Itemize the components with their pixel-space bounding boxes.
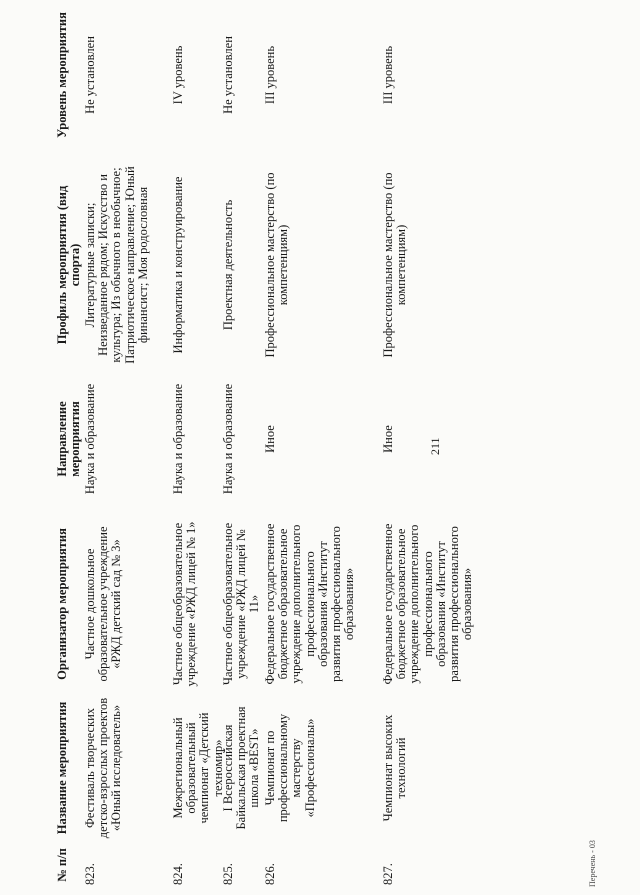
page-number: 211 bbox=[428, 437, 442, 455]
row-organizer: Федеральное государственное бюджетное образовательное учреждение дополнительного профессионального образования «Институт развития профессионального образования» bbox=[381, 523, 475, 685]
row-direction: Наука и образование bbox=[221, 383, 235, 495]
header-name: Название мероприятия bbox=[55, 701, 69, 835]
page-footer: Перечень - 03 bbox=[588, 840, 597, 887]
row-profile: Проектная деятельность bbox=[221, 199, 235, 331]
header-organizer: Организатор мероприятия bbox=[55, 528, 69, 680]
row-profile: Профессиональное мастерство (по компетенциям) bbox=[381, 172, 409, 358]
row-num: 823. bbox=[83, 863, 97, 885]
row-organizer: Федеральное государственное бюджетное образовательное учреждение дополнительного профессионального образования «Институт развития профессионального образования» bbox=[263, 523, 357, 685]
row-name: Чемпионат высоких технологий bbox=[381, 714, 409, 822]
row-name: Межрегиональный образовательный чемпионат «Детский техномир» bbox=[171, 712, 225, 824]
row-level: IV уровень bbox=[171, 45, 185, 105]
row-direction: Иное bbox=[381, 425, 395, 453]
row-level: Не установлен bbox=[83, 36, 97, 114]
row-profile: Профессиональное мастерство (по компетенциям) bbox=[263, 172, 291, 358]
row-direction: Наука и образование bbox=[83, 383, 97, 495]
row-level: Не установлен bbox=[221, 36, 235, 114]
row-profile: Литературные записки; Неизведанное рядом; Искусство и культура; Из обычного в необычное; Патриотическое направление; Юный финансист; Моя родословная bbox=[83, 166, 150, 364]
row-level: III уровень bbox=[381, 45, 395, 105]
row-num: 824. bbox=[171, 863, 185, 885]
row-name: Чемпионат по профессиональному мастерству «Профессионалы» bbox=[263, 713, 317, 823]
row-direction: Иное bbox=[263, 425, 277, 453]
row-profile: Информатика и конструирование bbox=[171, 176, 185, 354]
row-num: 826. bbox=[263, 863, 277, 885]
header-num: № п/п bbox=[55, 848, 69, 882]
row-name: I Всероссийская Байкальская проектная школа «BEST» bbox=[221, 706, 262, 830]
row-num: 825. bbox=[221, 863, 235, 885]
row-num: 827. bbox=[381, 863, 395, 885]
header-level: Уровень мероприятия bbox=[55, 12, 69, 138]
row-organizer: Частное дошкольное образовательное учреждение «РЖД детский сад № 3» bbox=[83, 526, 124, 682]
row-organizer: Частное общеобразовательное учреждение «РЖД лицей № 11» bbox=[221, 522, 262, 686]
row-level: III уровень bbox=[263, 45, 277, 105]
row-organizer: Частное общеобразовательное учреждение «РЖД лицей № 1» bbox=[171, 521, 199, 687]
row-name: Фестиваль творческих детско-взрослых проектов «Юный исследователь» bbox=[83, 697, 124, 839]
row-direction: Наука и образование bbox=[171, 383, 185, 495]
header-profile: Профиль мероприятия (вид спорта) bbox=[55, 185, 83, 345]
header-direction: Направление мероприятия bbox=[55, 401, 83, 477]
